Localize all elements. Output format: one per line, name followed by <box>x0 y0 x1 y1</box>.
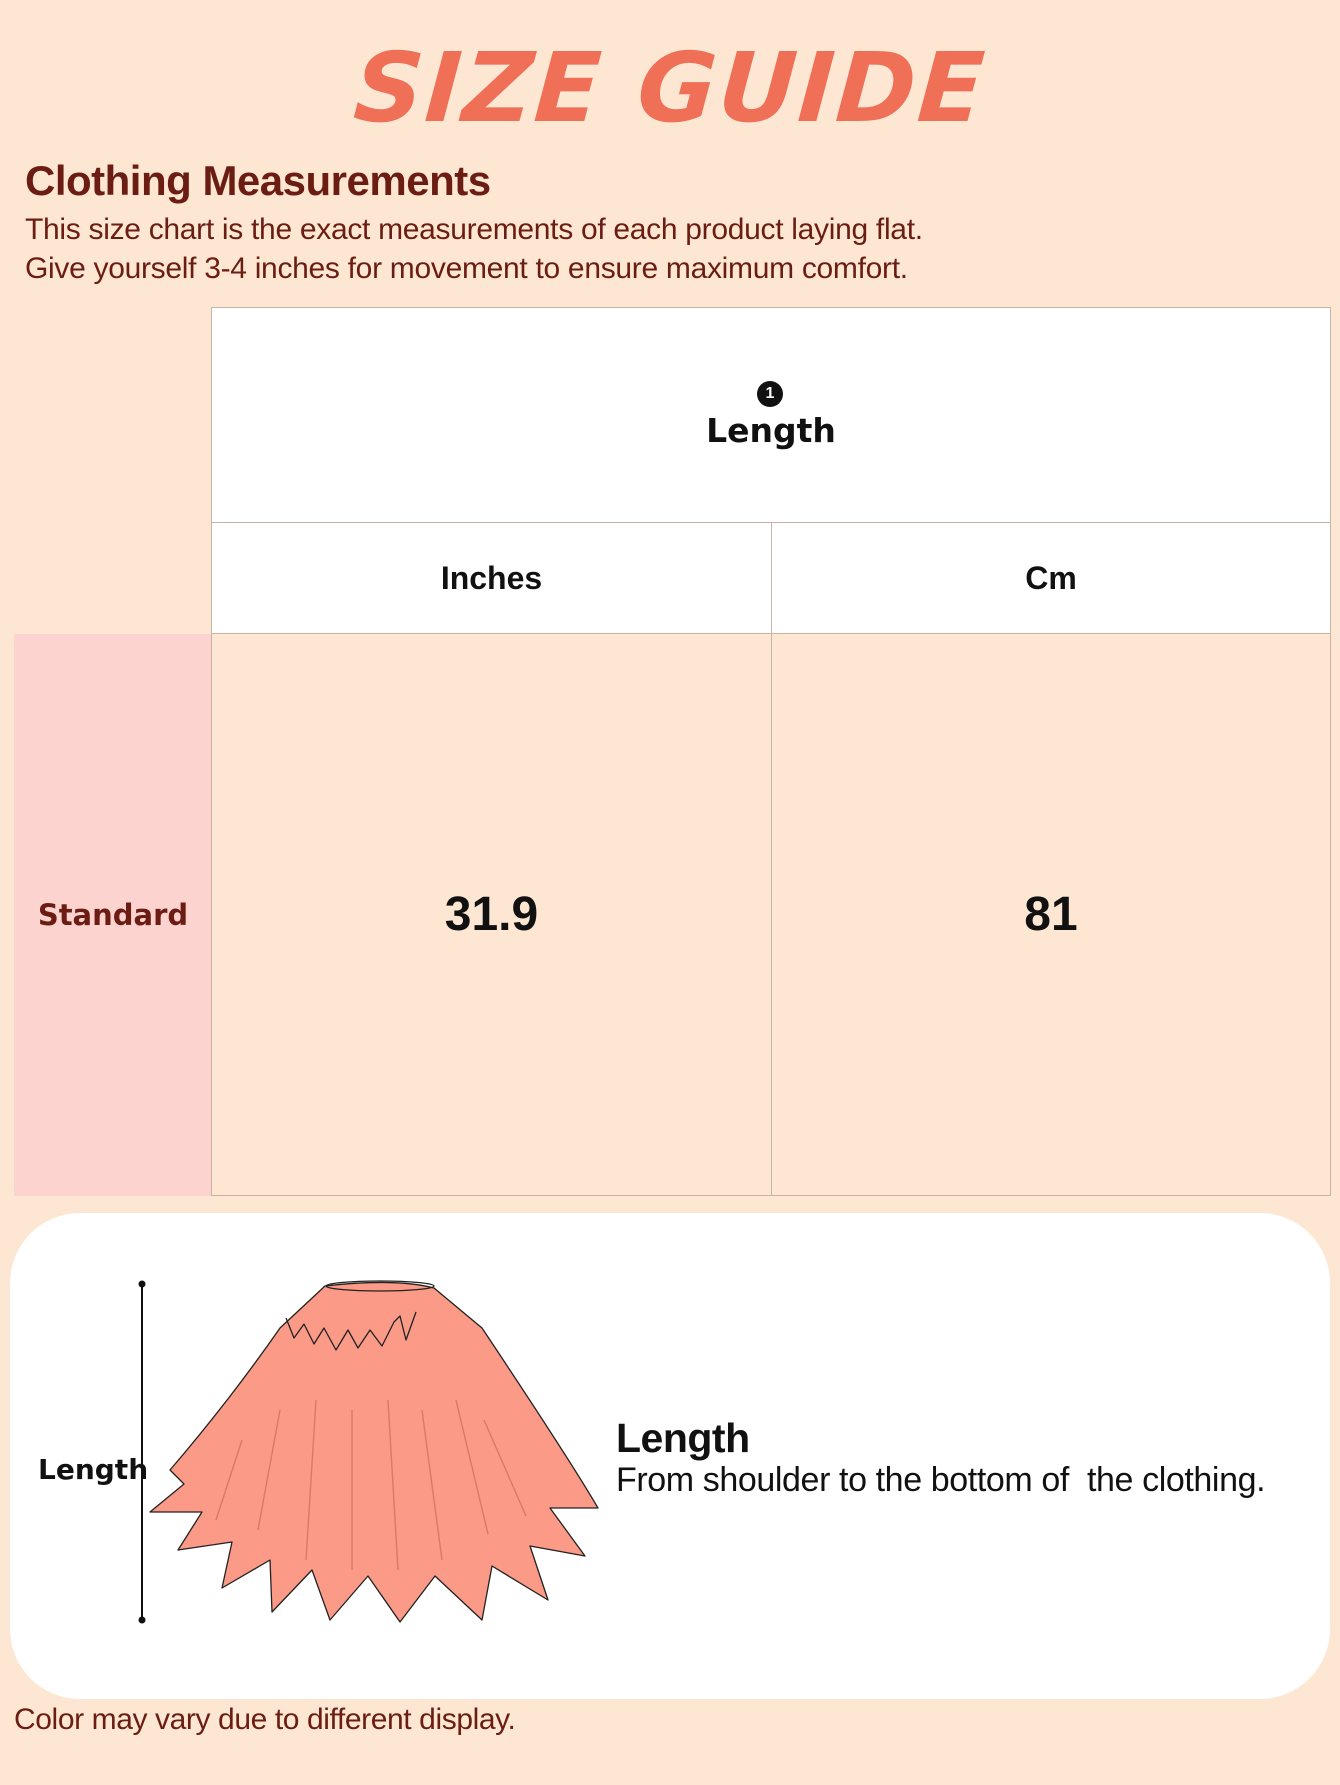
row-label-standard: Standard <box>14 634 212 1196</box>
skirt-illustration-icon <box>130 1270 610 1630</box>
length-measure-line <box>139 1281 146 1624</box>
unit-header-inches: Inches <box>211 522 772 634</box>
page-title: SIZE GUIDE <box>350 32 990 144</box>
description-title: Length <box>616 1415 750 1461</box>
section-heading: Clothing Measurements <box>25 157 491 204</box>
value-cm: 81 <box>771 633 1331 1196</box>
intro-line-1: This size chart is the exact measurements of each product laying flat. <box>25 213 923 246</box>
unit-header-cm: Cm <box>771 522 1331 634</box>
length-side-label: Length <box>38 1453 149 1486</box>
intro-line-2: Give yourself 3-4 inches for movement to ensure maximum comfort. <box>25 252 908 285</box>
footnote: Color may vary due to different display. <box>14 1703 516 1736</box>
description-text: From shoulder to the bottom of the clothing. <box>616 1461 1266 1499</box>
value-inches: 31.9 <box>211 633 772 1196</box>
measurement-name: Length <box>706 411 836 450</box>
measurement-number-badge: 1 <box>757 381 783 407</box>
skirt-body-shape <box>150 1282 598 1622</box>
intro-text <box>25 210 923 288</box>
